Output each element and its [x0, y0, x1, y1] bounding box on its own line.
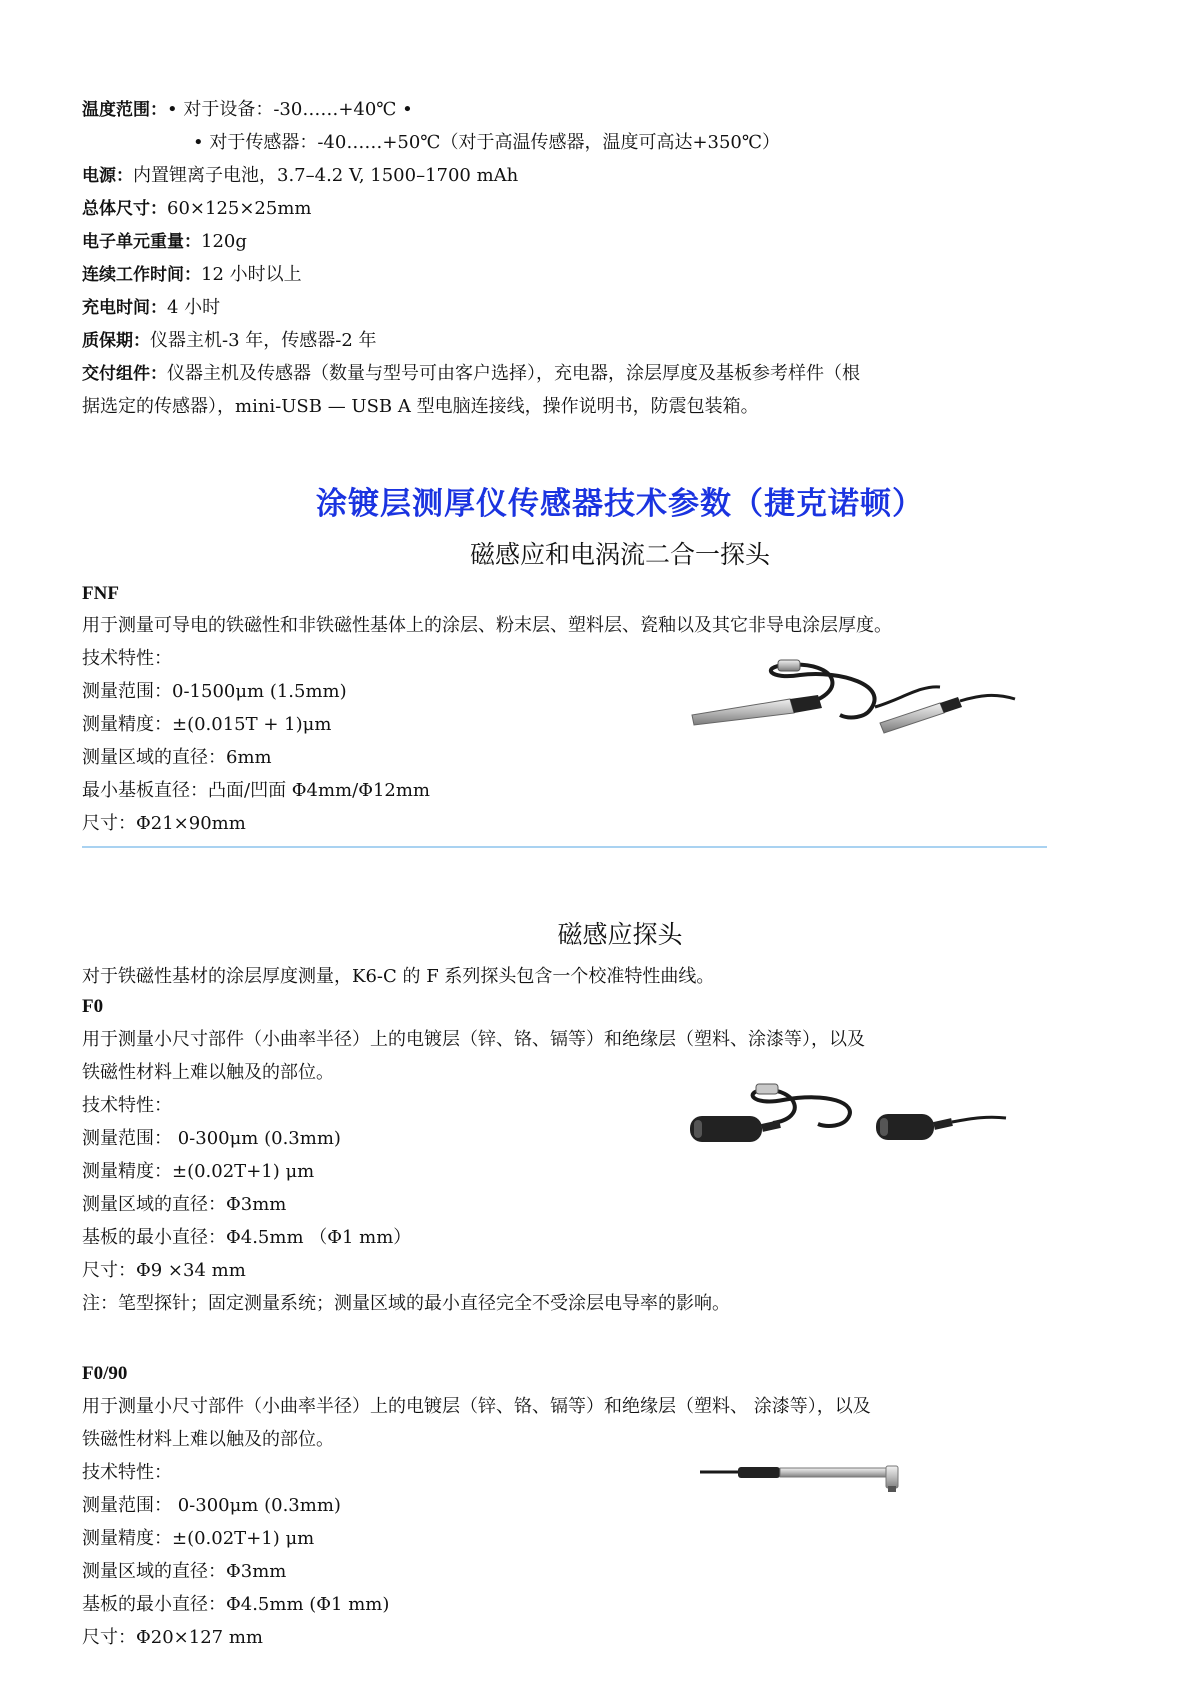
charge-time-label: 充电时间： — [82, 298, 167, 318]
section2-area: 测量区域的直径：Φ3mm — [82, 1194, 287, 1215]
section2-features-label: 技术特性： — [82, 1095, 172, 1116]
size-row — [82, 196, 311, 222]
charge-time-row — [82, 295, 220, 321]
section1-heading: 磁感应和电涡流二合一探头 — [469, 540, 770, 569]
section-divider — [82, 846, 1047, 848]
section2-min-base: 基板的最小直径：Φ4.5mm （Φ1 mm） — [82, 1227, 412, 1248]
section3-desc-2: 铁磁性材料上难以触及的部位。 — [82, 1429, 334, 1450]
work-time-value: 12 小时以上 — [201, 264, 302, 285]
temp-row-2 — [193, 130, 780, 156]
power-row — [82, 163, 518, 189]
section2-dims: 尺寸：Φ9 ×34 mm — [82, 1260, 246, 1281]
section1-range: 测量范围：0-1500μm (1.5mm) — [82, 681, 347, 702]
weight-row — [82, 229, 247, 255]
weight-label: 电子单元重量： — [82, 232, 201, 252]
main-title: 涂镀层测厚仪传感器技术参数（捷克诺顿） — [316, 486, 924, 522]
section3-desc-1: 用于测量小尺寸部件（小曲率半径）上的电镀层（锌、铬、镉等）和绝缘层（塑料、 涂漆等），以及 — [82, 1396, 871, 1417]
delivery-value-2: 据选定的传感器），mini-USB — USB A 型电脑连接线，操作说明书，防震包装箱。 — [82, 396, 759, 417]
section3-dims: 尺寸：Φ20×127 mm — [82, 1627, 263, 1648]
fnf-probe-image — [690, 655, 1020, 740]
section3-area: 测量区域的直径：Φ3mm — [82, 1561, 287, 1582]
section2-desc-2: 铁磁性材料上难以触及的部位。 — [82, 1062, 334, 1083]
temp-row — [82, 97, 413, 123]
temp-label: 温度范围： — [82, 100, 167, 120]
section3-min-base: 基板的最小直径：Φ4.5mm (Φ1 mm) — [82, 1594, 390, 1615]
size-value: 60×125×25mm — [167, 198, 312, 219]
section2-heading: 磁感应探头 — [557, 920, 683, 949]
section2-range: 测量范围： 0-300μm (0.3mm) — [82, 1128, 341, 1149]
power-value: 内置锂离子电池，3.7–4.2 V, 1500–1700 mAh — [133, 165, 519, 186]
section1-min-base: 最小基板直径：凸面/凹面 Φ4mm/Φ12mm — [82, 780, 430, 801]
section1-dims: 尺寸：Φ21×90mm — [82, 813, 246, 834]
delivery-value-1: 仪器主机及传感器（数量与型号可由客户选择），充电器，涂层厚度及基板参考样件（根 — [167, 363, 860, 384]
f0-probe-image — [688, 1078, 1008, 1150]
charge-time-value: 4 小时 — [167, 297, 221, 318]
warranty-label: 质保期： — [82, 331, 150, 351]
temp-value-2: • 对于传感器：-40……+50℃（对于高温传感器，温度可高达+350℃） — [193, 132, 781, 153]
work-time-row — [82, 262, 302, 288]
temp-value-1: • 对于设备：-30……+40℃ • — [167, 99, 413, 120]
section3-range: 测量范围： 0-300μm (0.3mm) — [82, 1495, 341, 1516]
section3-accuracy: 测量精度：±(0.02T+1) μm — [82, 1528, 315, 1549]
section1-features-label: 技术特性： — [82, 648, 172, 669]
section2-note: 注：笔型探针；固定测量系统；测量区域的最小直径完全不受涂层电导率的影响。 — [82, 1293, 730, 1314]
delivery-label: 交付组件： — [82, 364, 167, 384]
warranty-row — [82, 328, 377, 354]
power-label: 电源： — [82, 166, 133, 186]
section3-features-label: 技术特性： — [82, 1462, 172, 1483]
section2-accuracy: 测量精度：±(0.02T+1) μm — [82, 1161, 315, 1182]
section2-desc-1: 用于测量小尺寸部件（小曲率半径）上的电镀层（锌、铬、镉等）和绝缘层（塑料、涂漆等），以及 — [82, 1029, 865, 1050]
delivery-row-2 — [82, 394, 759, 420]
warranty-value: 仪器主机-3 年，传感器-2 年 — [150, 330, 377, 351]
section1-code: FNF — [82, 583, 119, 604]
size-label: 总体尺寸： — [82, 199, 167, 219]
work-time-label: 连续工作时间： — [82, 265, 201, 285]
section1-desc: 用于测量可导电的铁磁性和非铁磁性基体上的涂层、粉末层、塑料层、瓷釉以及其它非导电涂层厚度。 — [82, 615, 892, 636]
weight-value: 120g — [201, 231, 247, 252]
section3-code: F0/90 — [82, 1363, 128, 1384]
delivery-row — [82, 361, 860, 387]
f0-90-probe-image — [698, 1458, 908, 1498]
section2-code: F0 — [82, 996, 104, 1017]
section2-intro: 对于铁磁性基材的涂层厚度测量，K6-C 的 F 系列探头包含一个校准特性曲线。 — [82, 966, 715, 987]
section1-accuracy: 测量精度：±(0.015T + 1)μm — [82, 714, 332, 735]
section1-area: 测量区域的直径：6mm — [82, 747, 272, 768]
